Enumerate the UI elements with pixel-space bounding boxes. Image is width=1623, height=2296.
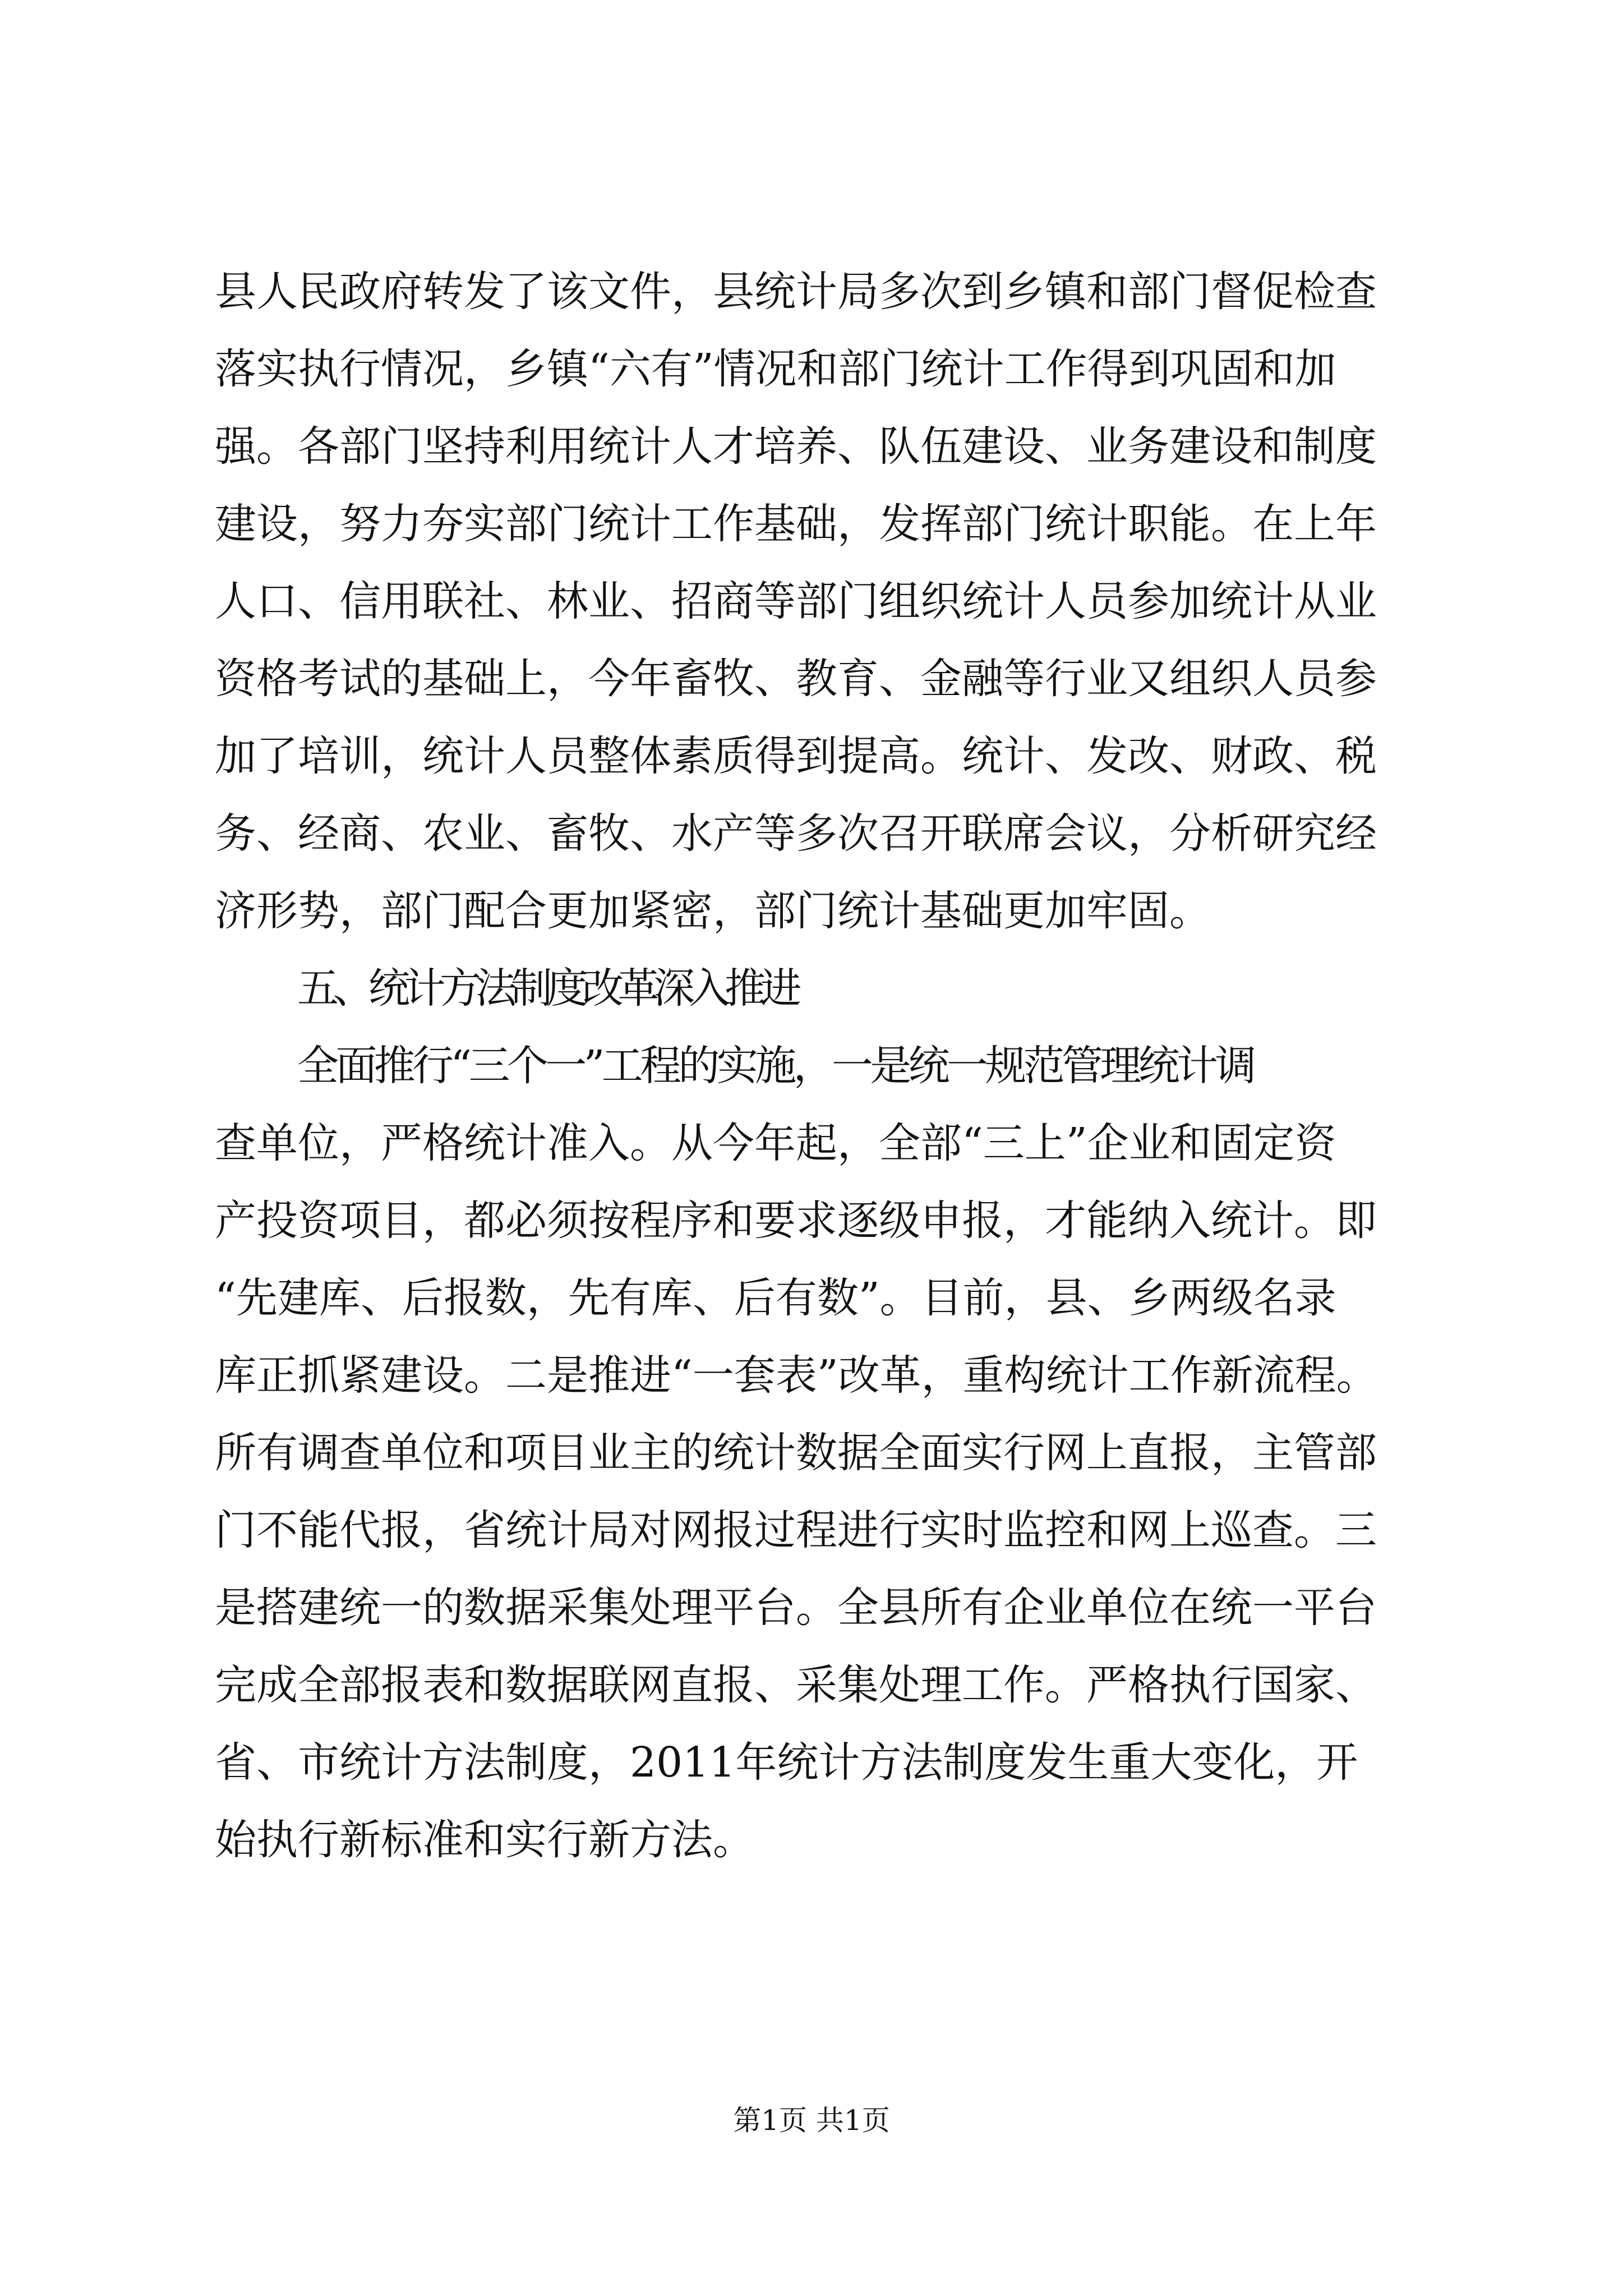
body-line-8: 务、经商、农业、畜牧、水产等多次召开联席会议，分析研究经 bbox=[215, 809, 1377, 858]
body-line-6: 资格考试的基础上，今年畜牧、教育、金融等行业又组织人员参 bbox=[215, 655, 1377, 703]
body-line-18: 是搭建统一的数据采集处理平台。全县所有企业单位在统一平台 bbox=[215, 1584, 1377, 1632]
section-heading: 五、统计方法制度改革深入推进 bbox=[297, 964, 796, 1013]
body-line-11: 全面推行“三个一”工程的实施，一是统一规范管理统计调 bbox=[297, 1042, 1253, 1090]
body-line-19: 完成全部报表和数据联网直报、采集处理工作。严格执行国家、 bbox=[215, 1661, 1377, 1709]
body-line-5: 人口、信用联社、林业、招商等部门组织统计人员参加统计从业 bbox=[215, 577, 1377, 625]
body-line-2: 落实执行情况，乡镇“六有”情况和部门统计工作得到巩固和加 bbox=[215, 345, 1336, 393]
body-line-4: 建设，努力夯实部门统计工作基础，发挥部门统计职能。在上年 bbox=[215, 500, 1377, 548]
body-line-7: 加了培训，统计人员整体素质得到提高。统计、发改、财政、税 bbox=[215, 732, 1377, 780]
body-line-13: 产投资项目，都必须按程序和要求逐级申报，才能纳入统计。即 bbox=[215, 1197, 1377, 1245]
body-line-20: 省、市统计方法制度，2011年统计方法制度发生重大变化，开 bbox=[215, 1738, 1358, 1787]
page-footer: 第1页 共1页 bbox=[733, 2104, 890, 2137]
body-line-15: 库正抓紧建设。二是推进“一套表”改革，重构统计工作新流程。 bbox=[215, 1351, 1378, 1400]
body-line-1: 县人民政府转发了该文件，县统计局多次到乡镇和部门督促检查 bbox=[215, 268, 1377, 316]
body-line-14: “先建库、后报数，先有库、后有数”。目前，县、乡两级名录 bbox=[215, 1274, 1336, 1322]
body-line-12: 查单位，严格统计准入。从今年起，全部“三上”企业和固定资 bbox=[215, 1119, 1336, 1167]
body-line-16: 所有调查单位和项目业主的统计数据全面实行网上直报，主管部 bbox=[215, 1429, 1377, 1477]
body-line-9: 济形势，部门配合更加紧密，部门统计基础更加牢固。 bbox=[215, 887, 1211, 935]
body-line-21: 始执行新标准和实行新方法。 bbox=[215, 1816, 754, 1864]
body-line-3: 强。各部门坚持利用统计人才培养、队伍建设、业务建设和制度 bbox=[215, 422, 1377, 471]
body-line-17: 门不能代报，省统计局对网报过程进行实时监控和网上巡查。三 bbox=[215, 1506, 1377, 1554]
